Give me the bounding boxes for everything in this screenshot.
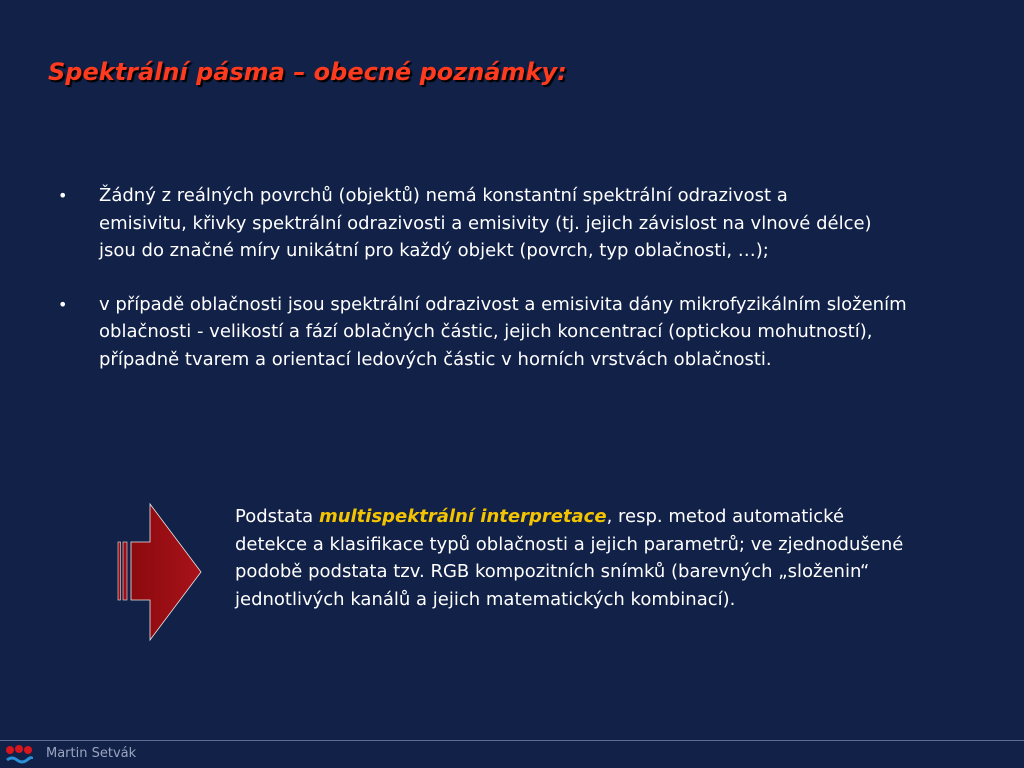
callout-highlight: multispektrální interpretace: [318, 506, 607, 527]
bullet-item: [58, 182, 938, 265]
logo-icon: [5, 744, 33, 764]
callout-suffix: , resp. metod automatické detekce a klasifikace typů oblačnosti a jejich parametrů; ve zjednodušené podobě podstata tzv. RGB kompozitních snímků (barevných „složenin“ jednotlivých kanálů a jejich matematických kombinací).: [235, 506, 904, 610]
bullet-icon: •: [58, 294, 68, 314]
bullet-text: Žádný z reálných povrchů (objektů) nemá konstantní spektrální odrazivost a emisivitu, křivky spektrální odrazivosti a emisivity (tj. jejich závislost na vlnové délce) jsou do značné míry unikátní pro každý objekt (povrch, typ oblačnosti, …);: [99, 185, 872, 261]
callout-prefix: Podstata: [235, 506, 319, 527]
bullet-text: v případě oblačnosti jsou spektrální odrazivost a emisivita dány mikrofyzikálním složením oblačnosti - velikostí a fází oblačných částic, jejich koncentrací (optickou mohutností), případně tvarem a orientací ledových částic v horních vrstvách oblačnosti.: [99, 293, 907, 370]
bullet-list: [58, 182, 938, 373]
bullet-icon: •: [58, 186, 68, 205]
bullet-item: [58, 291, 938, 374]
slide-title: Spektrální pásma – obecné poznámky:: [48, 58, 567, 86]
arrow-right-icon: [117, 502, 203, 642]
footer-author: Martin Setvák: [46, 746, 137, 761]
callout-text: [235, 503, 915, 613]
footer-divider: [0, 740, 1024, 741]
